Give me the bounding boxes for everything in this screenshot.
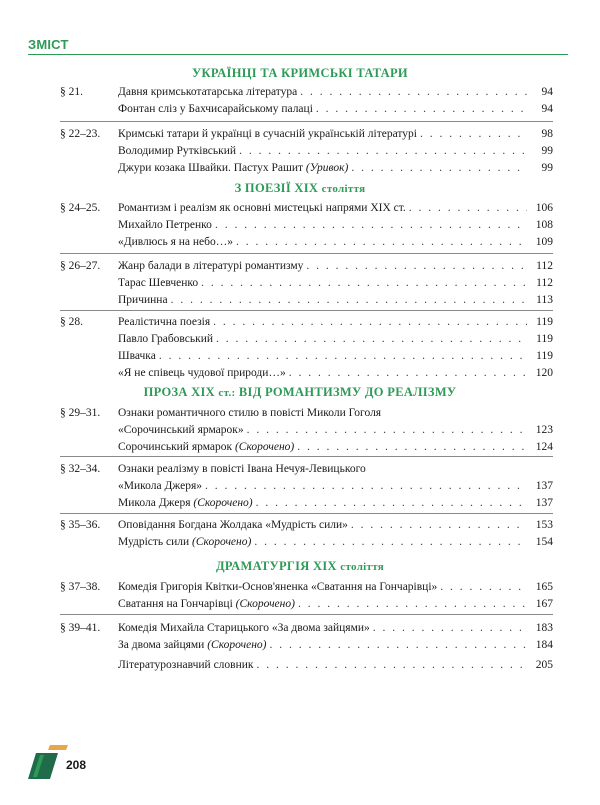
toc-entry[interactable]: Мудрість сили (Скорочено) . . . 154 (118, 534, 553, 551)
entry-group-29-31 (60, 405, 553, 456)
toc-entry[interactable]: Сорочинський ярмарок (Скорочено) . . . 124 (118, 439, 553, 456)
section-heading-1: УКРАЇНЦІ ТА КРИМСЬКІ ТАТАРИ (192, 66, 408, 80)
toc-entry[interactable]: Реалістична поезія . . . 119 (118, 314, 553, 331)
separator (60, 310, 553, 311)
toc-entry[interactable]: За двома зайцями (Скорочено) . . . 184 (118, 637, 553, 654)
toc-entry[interactable]: Оповідання Богдана Жолдака «Мудрість сили» . . . 153 (118, 517, 553, 534)
toc-entry[interactable]: Сватання на Гончарівці (Скорочено) . . . 167 (118, 596, 553, 613)
toc-entry[interactable]: Комедія Григорія Квітки-Основ'яненка «Сватання на Гончарівці» . . . 165 (118, 579, 553, 596)
toc-entry-glossary[interactable]: Літературознавчий словник . . . 205 (118, 657, 553, 674)
section-number: § 28. (60, 316, 83, 328)
toc-entry[interactable]: «Микола Джеря» . . . 137 (118, 478, 553, 495)
toc-entry[interactable]: Причинна . . . 113 (118, 292, 553, 309)
separator (60, 614, 553, 615)
entry-group-32-34 (60, 461, 553, 512)
section-number: § 39–41. (60, 622, 101, 634)
entry-group-24-25 (60, 200, 553, 251)
page-header (28, 36, 69, 54)
toc-entry[interactable]: «Дивлюсь я на небо…» . . . 109 (118, 234, 553, 251)
entry-group-35-36 (60, 517, 553, 551)
toc-entry[interactable]: Комедія Михайла Старицького «За двома зайцями» . . . 183 (118, 620, 553, 637)
toc-entry[interactable]: Давня кримськотатарська література . . . 94 (118, 84, 553, 101)
section-number: § 37–38. (60, 581, 101, 593)
glossary-entry (60, 657, 553, 674)
section-number: § 35–36. (60, 519, 101, 531)
toc-entry[interactable]: «Я не співець чудової природи…» . . . 120 (118, 365, 553, 382)
header-rule (28, 54, 568, 55)
entry-group-21 (60, 84, 553, 118)
toc-entry[interactable]: Тарас Шевченко . . . 112 (118, 275, 553, 292)
section-number: § 22–23. (60, 128, 101, 140)
entry-group-28 (60, 314, 553, 382)
toc-entry[interactable]: Михайло Петренко . . . 108 (118, 217, 553, 234)
separator (60, 253, 553, 254)
toc-entry[interactable]: Ознаки реалізму в повісті Івана Нечуя-Левицького (118, 463, 366, 475)
entry-group-37-38 (60, 579, 553, 613)
section-number: § 26–27. (60, 260, 101, 272)
page-title: ЗМІСТ (28, 37, 69, 52)
footer-logo-shape (28, 741, 68, 781)
entry-group-22-23 (60, 126, 553, 177)
separator (60, 456, 553, 457)
section-number: § 29–31. (60, 407, 101, 419)
entry-group-39-41 (60, 620, 553, 654)
toc-entry[interactable]: «Сорочинський ярмарок» . . . 123 (118, 422, 553, 439)
toc-entry[interactable]: Джури козака Швайки. Пастух Рашит (Уривок) . . . 99 (118, 160, 553, 177)
toc-entry[interactable]: Швачка . . . 119 (118, 348, 553, 365)
entry-group-26-27 (60, 258, 553, 309)
separator (60, 513, 553, 514)
page-number: 208 (66, 758, 87, 772)
toc-entry[interactable]: Кримські татари й українці в сучасній українській літературі . . . 98 (118, 126, 553, 143)
toc-entry[interactable]: Ознаки романтичного стилю в повісті Миколи Гоголя (118, 407, 382, 419)
toc-entry[interactable]: Володимир Рутківський . . . 99 (118, 143, 553, 160)
toc-entry[interactable]: Жанр балади в літературі романтизму . . . 112 (118, 258, 553, 275)
section-number: § 24–25. (60, 202, 101, 214)
section-heading-2: З ПОЕЗІЇ XIX століття (234, 181, 366, 195)
toc-entry[interactable]: Романтизм і реалізм як основні мистецькі напрями XIX ст. . . . 106 (118, 200, 553, 217)
section-heading-3: ПРОЗА XIX ст.: ВІД РОМАНТИЗМУ ДО РЕАЛІЗМУ (143, 385, 457, 399)
toc-entry[interactable]: Фонтан сліз у Бахчисарайському палаці . . . 94 (118, 101, 553, 118)
section-number: § 32–34. (60, 463, 101, 475)
toc-entry[interactable]: Микола Джеря (Скорочено) . . . 137 (118, 495, 553, 512)
section-number: § 21. (60, 86, 83, 98)
toc-entry[interactable]: Павло Грабовський . . . 119 (118, 331, 553, 348)
separator (60, 121, 553, 122)
footer-orange-bar (48, 745, 68, 750)
section-heading-4: ДРАМАТУРГІЯ XIX століття (215, 559, 385, 573)
